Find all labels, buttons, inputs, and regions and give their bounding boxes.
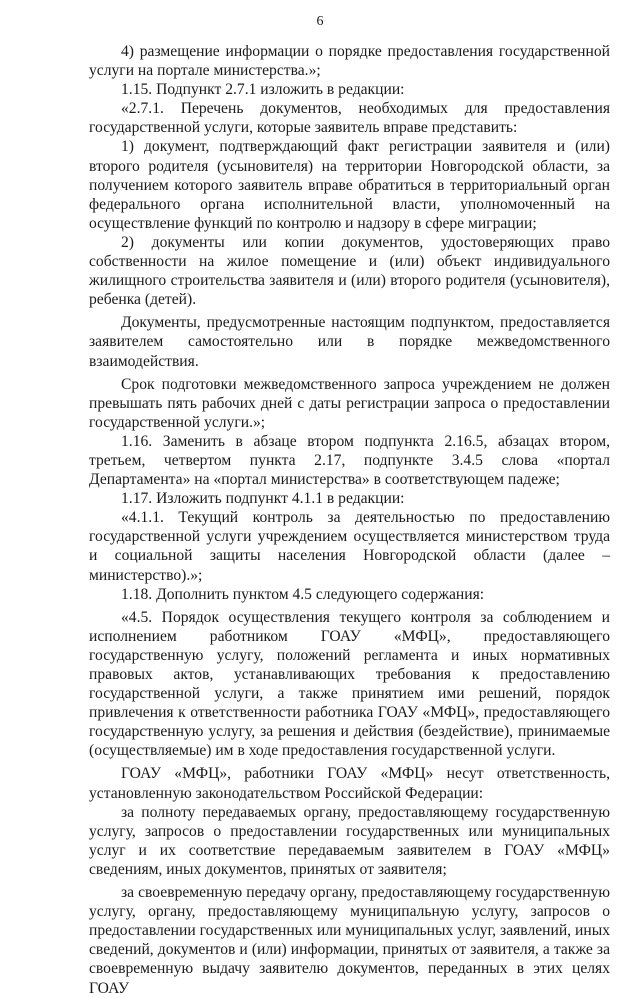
paragraph-2-7-1: «2.7.1. Перечень документов, необходимых для предоставления государственной услуги, которые заявитель вправе представить: [89,100,610,137]
document-body [89,42,610,998]
paragraph-item-1-registration: 1) документ, подтверждающий факт регистрации заявителя и (или) второго родителя (усыновителя) на территории Новгородской области, за получением которого заявитель вправе обратиться в территориальный орган федерального органа исполнительной власти, уполномоченный на осуществление функций по контролю и надзору в сфере миграции; [89,138,610,232]
paragraph-1-16: 1.16. Заменить в абзаце втором подпункта 2.16.5, абзацах втором, третьем, четвертом пункта 2.17, подпункте 3.4.5 слова «портал Департамента» на «портал министерства» в соответствующем падеже; [89,432,610,489]
paragraph-1-18: 1.18. Дополнить пунктом 4.5 следующего содержания: [121,585,485,603]
paragraph-timely-transfer: за своевременную передачу органу, предоставляющему государственную услугу, органу, предоставляющему муниципальную услугу, запросов о предоставлении государственных или муниципальных услуг, заявлений, иных сведений, документов и (или) информации, принятых от заявителя, а также за своевременную выдачу заявителю документов, переданных в этих целях ГОАУ [89,884,610,997]
paragraph-request-deadline: Срок подготовки межведомственного запроса учреждением не должен превышать пять рабочих дней с даты регистрации запроса о предоставлении государственной услуги.»; [89,375,610,431]
paragraph-1-17: 1.17. Изложить подпункт 4.1.1 в редакции: [121,490,405,508]
page-number: 6 [316,14,324,29]
paragraph-4-1-1: «4.1.1. Текущий контроль за деятельностью по предоставлению государственной услуги учреждением осуществляется министерством труда и социальной защиты населения Новгородской области (далее – министерство).»; [89,509,610,584]
paragraph-documents-provided: Документы, предусмотренные настоящим подпунктом, предоставляется заявителем самостоятельно или в порядке межведомственного взаимодействия. [89,314,610,370]
paragraph-4-5: «4.5. Порядок осуществления текущего контроля за соблюдением и исполнением работником ГОАУ «МФЦ», предоставляющего государственную услугу, положений регламента и иных нормативных правовых актов, устанавливающих требования к предоставлению государственной услуги, а также принятием ими решений, порядок привлечения к ответственности работника ГОАУ «МФЦ», предоставляющего государственную услугу, за решения и действия (бездействие), принимаемые (осуществляемые) им в ходе предоставления государственной услуги. [89,608,610,760]
paragraph-mfc-responsibility: ГОАУ «МФЦ», работники ГОАУ «МФЦ» несут ответственность, установленную законодательством Российской Федерации: [89,765,610,802]
paragraph-1-15: 1.15. Подпункт 2.7.1 изложить в редакции: [121,81,405,99]
paragraph-item-2-ownership: 2) документы или копии документов, удостоверяющих право собственности на жилое помещение и (или) объект индивидуального жилищного строительства заявителя и (или) второго родителя (усыновителя), ребенка (детей). [89,233,610,309]
paragraph-item-4-portal: 4) размещение информации о порядке предоставления государственной услуги на портале министерства.»; [89,43,610,80]
paragraph-completeness: за полноту передаваемых органу, предоставляющему государственную услугу, запросов о предоставлении государственных или муниципальных услуг и их соответствие передаваемым заявителем в ГОАУ «МФЦ» сведениям, иных документов, принятых от заявителя; [89,803,610,878]
